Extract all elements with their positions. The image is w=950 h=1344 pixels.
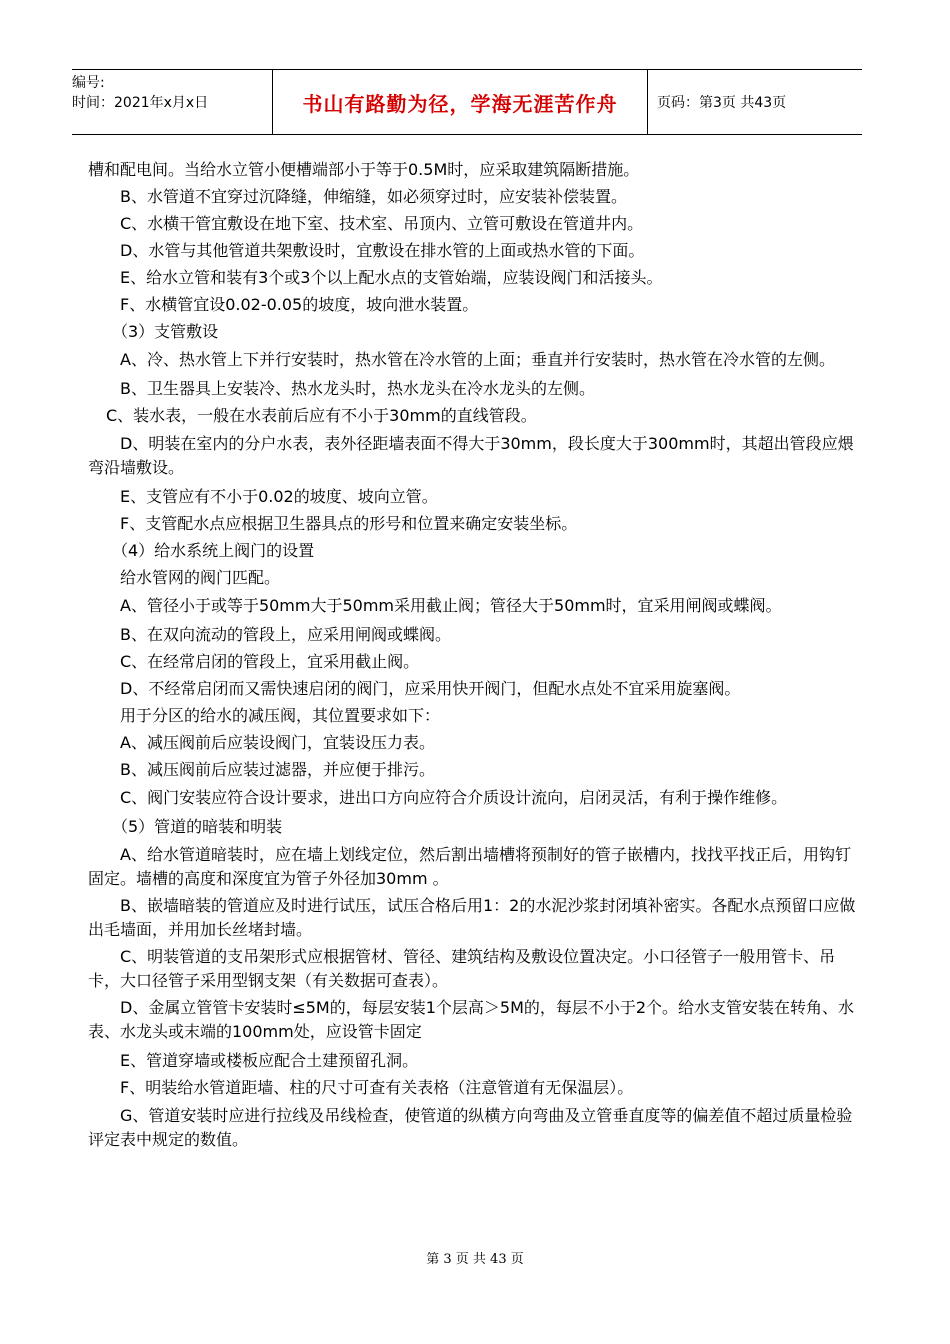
paragraph: D、金属立管管卡安装时≤5M的，每层安装1个层高＞5M的，每层不小于2个。给水支管安装在转角、水表、水龙头或末端的100mm处，应设管卡固定	[88, 998, 855, 1041]
paragraph: D、不经常启闭而又需快速启闭的阀门，应采用快开阀门，但配水点处不宜采用旋塞阀。	[120, 679, 741, 698]
document-number-label: 编号:	[72, 75, 105, 91]
paragraph: B、减压阀前后应装过滤器，并应便于排污。	[120, 760, 435, 779]
paragraph: C、在经常启闭的管段上，宜采用截止阀。	[120, 652, 420, 671]
paragraph: 给水管网的阀门匹配。	[120, 568, 281, 587]
page-footer: 第 3 页 共 43 页	[426, 1252, 524, 1267]
header-left-cell	[72, 70, 272, 134]
section-heading: （4）给水系统上阀门的设置	[112, 541, 315, 560]
paragraph: F、水横管宜设0.02-0.05的坡度，坡向泄水装置。	[120, 295, 479, 314]
page-header	[72, 69, 862, 135]
paragraph: F、明装给水管道距墙、柱的尺寸可查有关表格（注意管道有无保温层）。	[120, 1078, 634, 1097]
section-heading: （3）支管敷设	[112, 322, 219, 341]
paragraph: B、嵌墙暗装的管道应及时进行试压，试压合格后用1：2的水泥沙浆封闭填补密实。各配水点预留口应做出毛墙面，并用加长丝堵封墙。	[88, 896, 856, 939]
header-motto: 书山有路勤为径，学海无涯苦作舟	[302, 91, 618, 116]
paragraph: B、卫生器具上安装冷、热水龙头时，热水龙头在冷水龙头的左侧。	[120, 379, 595, 398]
paragraph: C、装水表，一般在水表前后应有不小于30mm的直线管段。	[106, 406, 537, 425]
paragraph: C、阀门安装应符合设计要求，进出口方向应符合介质设计流向，启闭灵活，有利于操作维修。	[120, 788, 788, 807]
section-heading: （5）管道的暗装和明装	[112, 817, 283, 836]
paragraph: C、水横干管宜敷设在地下室、技术室、吊顶内、立管可敷设在管道井内。	[120, 214, 644, 233]
document-time-label: 时间：2021年x月x日	[72, 95, 209, 111]
paragraph: B、在双向流动的管段上，应采用闸阀或蝶阀。	[120, 625, 451, 644]
paragraph: 槽和配电间。当给水立管小便槽端部小于等于0.5M时，应采取建筑隔断措施。	[88, 160, 640, 179]
paragraph: A、冷、热水管上下并行安装时，热水管在冷水管的上面；垂直并行安装时，热水管在冷水管的左侧。	[120, 350, 835, 369]
header-page-info: 页码：第3页 共43页	[657, 95, 787, 111]
paragraph: B、水管道不宜穿过沉降缝，伸缩缝，如必须穿过时，应安装补偿装置。	[120, 187, 627, 206]
paragraph: E、管道穿墙或楼板应配合土建预留孔洞。	[120, 1051, 419, 1070]
paragraph: D、明装在室内的分户水表，表外径距墙表面不得大于30mm，段长度大于300mm时，其超出管段应煨弯沿墙敷设。	[88, 434, 854, 477]
paragraph: E、给水立管和装有3个或3个以上配水点的支管始端，应装设阀门和活接头。	[120, 268, 663, 287]
paragraph: G、管道安装时应进行拉线及吊线检查，使管道的纵横方向弯曲及立管垂直度等的偏差值不超过质量检验评定表中规定的数值。	[88, 1106, 853, 1149]
paragraph: A、减压阀前后应装设阀门，宜装设压力表。	[120, 733, 435, 752]
paragraph: A、给水管道暗装时，应在墙上划线定位，然后割出墙槽将预制好的管子嵌槽内，找找平找正后，用钩钉固定。墙槽的高度和深度宜为管子外径加30mm 。	[88, 845, 851, 888]
paragraph: F、支管配水点应根据卫生器具点的形号和位置来确定安装坐标。	[120, 514, 578, 533]
document-body	[88, 156, 856, 1155]
paragraph: A、管径小于或等于50mm大于50mm采用截止阀；管径大于50mm时，宜采用闸阀或蝶阀。	[120, 596, 782, 615]
paragraph: C、明装管道的支吊架形式应根据管材、管径、建筑结构及敷设位置决定。小口径管子一般用管卡、吊卡，大口径管子采用型钢支架（有关数据可查表）。	[88, 947, 836, 990]
paragraph: E、支管应有不小于0.02的坡度、坡向立管。	[120, 487, 438, 506]
header-motto-cell	[272, 70, 648, 134]
paragraph: 用于分区的给水的减压阀，其位置要求如下：	[120, 706, 441, 725]
paragraph: D、水管与其他管道共架敷设时，宜敷设在排水管的上面或热水管的下面。	[120, 241, 645, 260]
